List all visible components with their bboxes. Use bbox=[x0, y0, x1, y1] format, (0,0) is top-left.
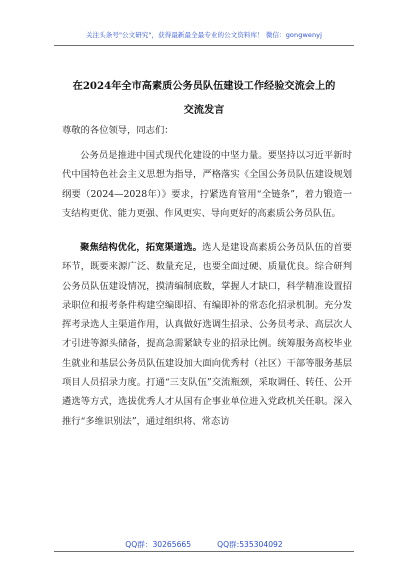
paragraph-structure bbox=[62, 238, 352, 431]
footer-contact bbox=[0, 539, 408, 550]
promo-banner: 关注头条号"公文研究"，获得最新最全最专业的公文资料库！ 微信：gongwenyj bbox=[85, 31, 323, 39]
document-title bbox=[52, 74, 356, 122]
header-divider bbox=[54, 45, 354, 46]
title-line-1: 在2024年全市高素质公务员队伍建设工作经验交流会上的 bbox=[72, 80, 336, 92]
paragraph-intro-text: 公务员是推进中国式现代化建设的中坚力量。要坚持以习近平新时代中国特色社会主义思想为指导，严格落实《全国公务员队伍建设规划纲要（2024—2028年）》要求，拧紧选育管用“全链条”，着力锻造一支结构更优、能力更强、作风更实、导向更好的高素质公务员队伍。 bbox=[62, 150, 352, 219]
paragraph-structure-text: 选人是建设高素质公务员队伍的首要环节，既要来源广泛、数量充足，也要全面过硬、质量优良。综合研判公务员队伍建设情况，摸清编制底数，掌握人才缺口，科学精准设置招录职位和报考条件构建空编即招、有编即补的常态化招录机制。充分发挥考录选人主渠道作用，认真做好选调生招录、公务员考录、高层次人才引进等源头储备，提高急需紧缺专业的招录比例。统筹服务高校毕业生就业和基层公务员队伍建设加大面向优秀村（社区）干部等服务基层项目人员招录力度。打通“三支队伍”交流瓶颈，采取调任、转任、公开遴选等方式，选拔优秀人才从国有企事业单位进入党政机关任职。深入推行“多维识别法”，通过组织将、常态访 bbox=[62, 242, 352, 427]
footer-qq-group-2: QQ群:535304092 bbox=[217, 540, 283, 549]
paragraph-intro bbox=[62, 146, 352, 223]
paragraph-structure-heading: 聚焦结构优化，拓宽渠道选。 bbox=[80, 242, 202, 253]
footer-divider bbox=[54, 551, 354, 552]
greeting: 尊敬的各位领导，同志们： bbox=[62, 125, 174, 136]
footer-qq-group-1: QQ群：30265665 bbox=[125, 540, 192, 549]
title-line-2: 交流发言 bbox=[183, 104, 225, 116]
